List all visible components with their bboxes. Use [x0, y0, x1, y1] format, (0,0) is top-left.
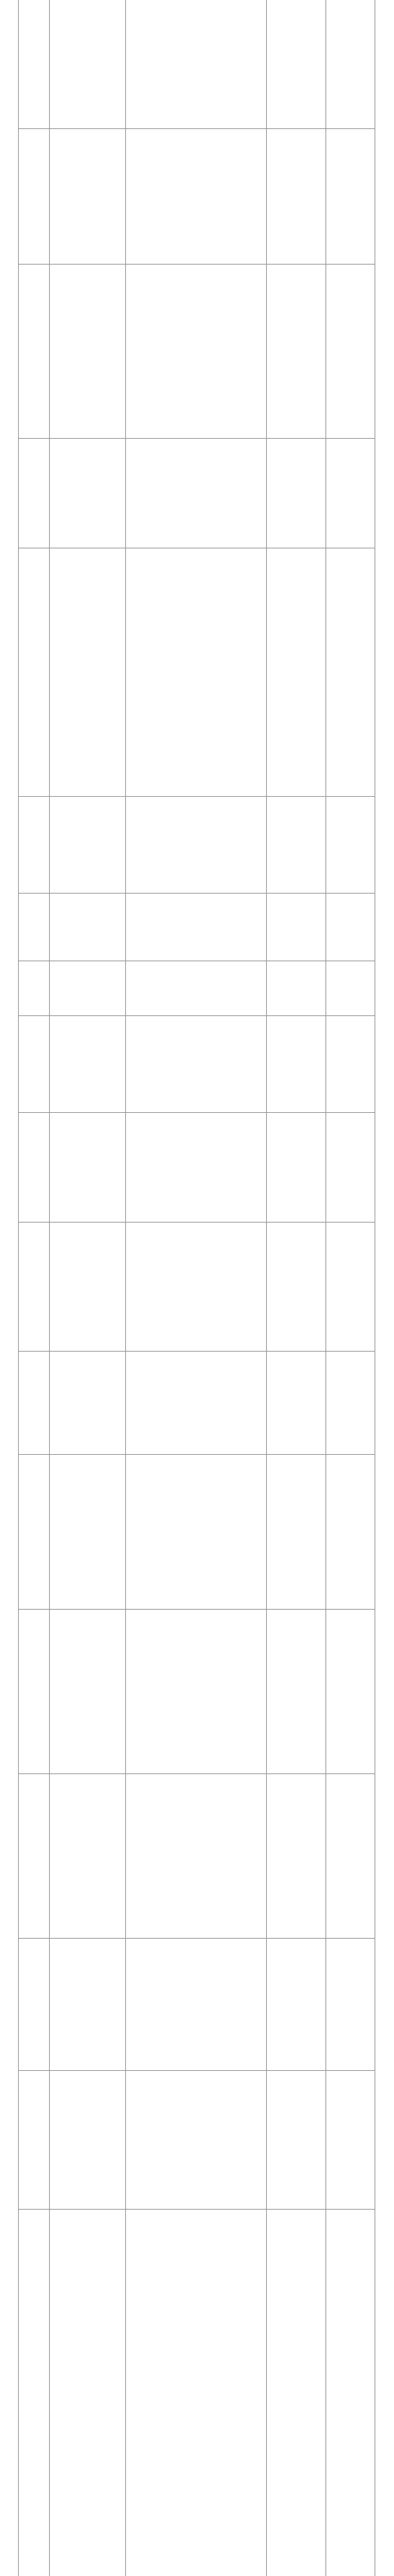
responsible-department: [266, 548, 326, 796]
item-name: [49, 1939, 125, 2070]
table-row: [18, 1016, 375, 1113]
responsible-department: [266, 265, 326, 438]
table-row: [18, 548, 375, 797]
policy-table: [18, 0, 375, 2576]
item-name: [49, 2071, 125, 2209]
item-name: [49, 1223, 125, 1351]
item-description: [125, 797, 266, 893]
item-description: [125, 548, 266, 796]
implementation-scope: [326, 1223, 375, 1351]
responsible-department: [266, 1939, 326, 2070]
table-row: [18, 439, 375, 548]
row-number: [18, 1113, 49, 1222]
item-description: [125, 1352, 266, 1454]
table-row: [18, 2210, 375, 2576]
responsible-department: [266, 797, 326, 893]
table-row: [18, 265, 375, 439]
implementation-scope: [326, 2071, 375, 2209]
row-number: [18, 1455, 49, 1609]
implementation-scope: [326, 1113, 375, 1222]
implementation-scope: [326, 1610, 375, 1773]
item-description: [125, 1113, 266, 1222]
item-name: [49, 439, 125, 548]
implementation-scope: [326, 961, 375, 1015]
table-row: [18, 1113, 375, 1223]
item-name: [49, 894, 125, 961]
item-description: [125, 1939, 266, 2070]
item-description: [125, 894, 266, 961]
item-name: [49, 1016, 125, 1112]
item-description: [125, 2210, 266, 2576]
table-row: [18, 129, 375, 265]
row-number: [18, 265, 49, 438]
table-row: [18, 1610, 375, 1774]
item-name: [49, 2210, 125, 2576]
item-name: [49, 1352, 125, 1454]
row-number: [18, 961, 49, 1015]
responsible-department: [266, 2210, 326, 2576]
item-description: [125, 0, 266, 128]
table-row: [18, 1223, 375, 1352]
item-name: [49, 0, 125, 128]
responsible-department: [266, 1610, 326, 1773]
implementation-scope: [326, 265, 375, 438]
item-description: [125, 1223, 266, 1351]
implementation-scope: [326, 1455, 375, 1609]
item-name: [49, 797, 125, 893]
responsible-department: [266, 439, 326, 548]
responsible-department: [266, 1016, 326, 1112]
row-number: [18, 439, 49, 548]
item-description: [125, 1610, 266, 1773]
row-number: [18, 1610, 49, 1773]
implementation-scope: [326, 129, 375, 264]
item-name: [49, 1113, 125, 1222]
item-name: [49, 129, 125, 264]
responsible-department: [266, 1774, 326, 1938]
item-description: [125, 961, 266, 1015]
implementation-scope: [326, 894, 375, 961]
implementation-scope: [326, 1774, 375, 1938]
row-number: [18, 1352, 49, 1454]
row-number: [18, 894, 49, 961]
table-row: [18, 1352, 375, 1455]
row-number: [18, 0, 49, 128]
row-number: [18, 1223, 49, 1351]
table-row: [18, 1939, 375, 2071]
responsible-department: [266, 1455, 326, 1609]
responsible-department: [266, 1113, 326, 1222]
row-number: [18, 797, 49, 893]
table-row: [18, 961, 375, 1016]
responsible-department: [266, 2071, 326, 2209]
table-row: [18, 2071, 375, 2210]
table-row: [18, 797, 375, 894]
item-description: [125, 439, 266, 548]
responsible-department: [266, 0, 326, 128]
item-description: [125, 265, 266, 438]
responsible-department: [266, 894, 326, 961]
responsible-department: [266, 961, 326, 1015]
item-description: [125, 1455, 266, 1609]
row-number: [18, 2210, 49, 2576]
item-name: [49, 548, 125, 796]
item-description: [125, 2071, 266, 2209]
implementation-scope: [326, 797, 375, 893]
table-row: [18, 0, 375, 129]
row-number: [18, 129, 49, 264]
implementation-scope: [326, 1939, 375, 2070]
row-number: [18, 1939, 49, 2070]
item-name: [49, 1774, 125, 1938]
implementation-scope: [326, 1016, 375, 1112]
table-row: [18, 1455, 375, 1610]
item-name: [49, 1455, 125, 1609]
item-name: [49, 265, 125, 438]
item-name: [49, 961, 125, 1015]
table-row: [18, 1774, 375, 1939]
implementation-scope: [326, 2210, 375, 2576]
item-name: [49, 1610, 125, 1773]
implementation-scope: [326, 0, 375, 128]
responsible-department: [266, 1223, 326, 1351]
item-description: [125, 1016, 266, 1112]
row-number: [18, 548, 49, 796]
item-description: [125, 1774, 266, 1938]
implementation-scope: [326, 548, 375, 796]
row-number: [18, 1016, 49, 1112]
responsible-department: [266, 1352, 326, 1454]
row-number: [18, 1774, 49, 1938]
responsible-department: [266, 129, 326, 264]
implementation-scope: [326, 1352, 375, 1454]
implementation-scope: [326, 439, 375, 548]
item-description: [125, 129, 266, 264]
row-number: [18, 2071, 49, 2209]
table-row: [18, 894, 375, 961]
